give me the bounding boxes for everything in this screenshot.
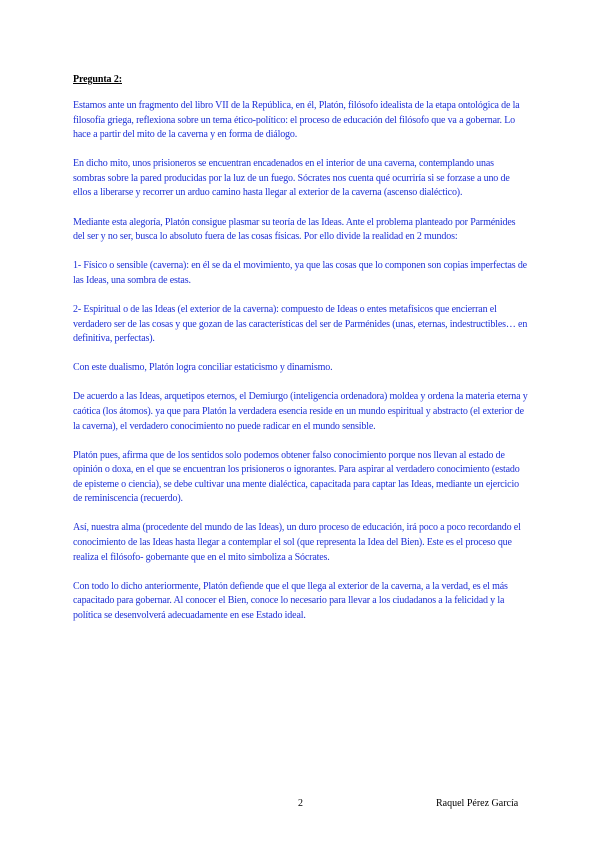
paragraph: De acuerdo a las Ideas, arquetipos eternos, el Demiurgo (inteligencia ordenadora) moldea y ordena la materia eterna y caótica (los átomos). ya que para Platón la verdadera esencia reside en un mundo espiritual y abstracto (el exterior de la caverna), el verdadero conocimiento no puede radicar en el mundo sensible. xyxy=(73,391,528,432)
paragraph: Así, nuestra alma (procedente del mundo de las Ideas), un duro proceso de educación, irá poco a poco recordando el conocimiento de las Ideas hasta llegar a contemplar el sol (que representa la Idea del Bien). Este es el proceso que realiza el filósofo- gobernante que en el mito simboliza a Sócrates. xyxy=(73,522,521,563)
paragraph: 1- Físico o sensible (caverna): en él se da el movimiento, ya que las cosas que lo componen son copias imperfectas de las Ideas, una sombra de estas. xyxy=(73,260,527,286)
footer-author: Raquel Pérez García xyxy=(436,798,519,809)
section-heading: Pregunta 2: xyxy=(73,74,122,85)
paragraph: En dicho mito, unos prisioneros se encuentran encadenados en el interior de una caverna, contemplando unas sombras sobre la pared producidas por la luz de un fuego. Sócrates nos cuenta qué ocurriría si se forzase a uno de ellos a liberarse y recorrer un arduo camino hasta llegar al exterior de la caverna (ascenso dialéctico). xyxy=(73,158,510,199)
document-body xyxy=(73,99,528,638)
paragraph: Estamos ante un fragmento del libro VII de la República, en él, Platón, filósofo idealista de la etapa ontológica de la filosofía griega, reflexiona sobre un tema ético-político: el proceso de educación del filósofo que va a gobernar. Lo hace a partir del mito de la caverna y en forma de diálogo. xyxy=(73,100,520,141)
paragraph: Platón pues, afirma que de los sentidos solo podemos obtener falso conocimiento porque nos llevan al estado de opinión o doxa, en el que se encuentran los prisioneros o ignorantes. Para aspirar al verdadero conocimiento (estado de episteme o ciencia), se debe cultivar una mente dialéctica, capacitada para captar las Ideas, mediante un ejercicio de reminiscencia (recuerdo). xyxy=(73,449,520,505)
paragraph: Con este dualismo, Platón logra conciliar estaticismo y dinamismo. xyxy=(73,362,333,374)
paragraph: Con todo lo dicho anteriormente, Platón defiende que el que llega al exterior de la caverna, a la verdad, es el más capacitado para gobernar. Al conocer el Bien, conoce lo necesario para llevar a los ciudadanos a la felicidad y la política se desenvolverá adecuadamente en ese Estado ideal. xyxy=(73,580,508,621)
page-number: 2 xyxy=(298,798,303,809)
paragraph: 2- Espiritual o de las Ideas (el exterior de la caverna): compuesto de Ideas o entes metafísicos que encierran el verdadero ser de las cosas y que gozan de las características del ser de Parménides (unas, eternas, indestructibles… en definitiva, perfectas). xyxy=(73,303,528,345)
paragraph: Mediante esta alegoría, Platón consigue plasmar su teoría de las Ideas. Ante el problema planteado por Parménides del ser y no ser, busca lo absoluto fuera de las cosas físicas. Por ello divide la realidad en 2 mundos: xyxy=(73,216,516,243)
